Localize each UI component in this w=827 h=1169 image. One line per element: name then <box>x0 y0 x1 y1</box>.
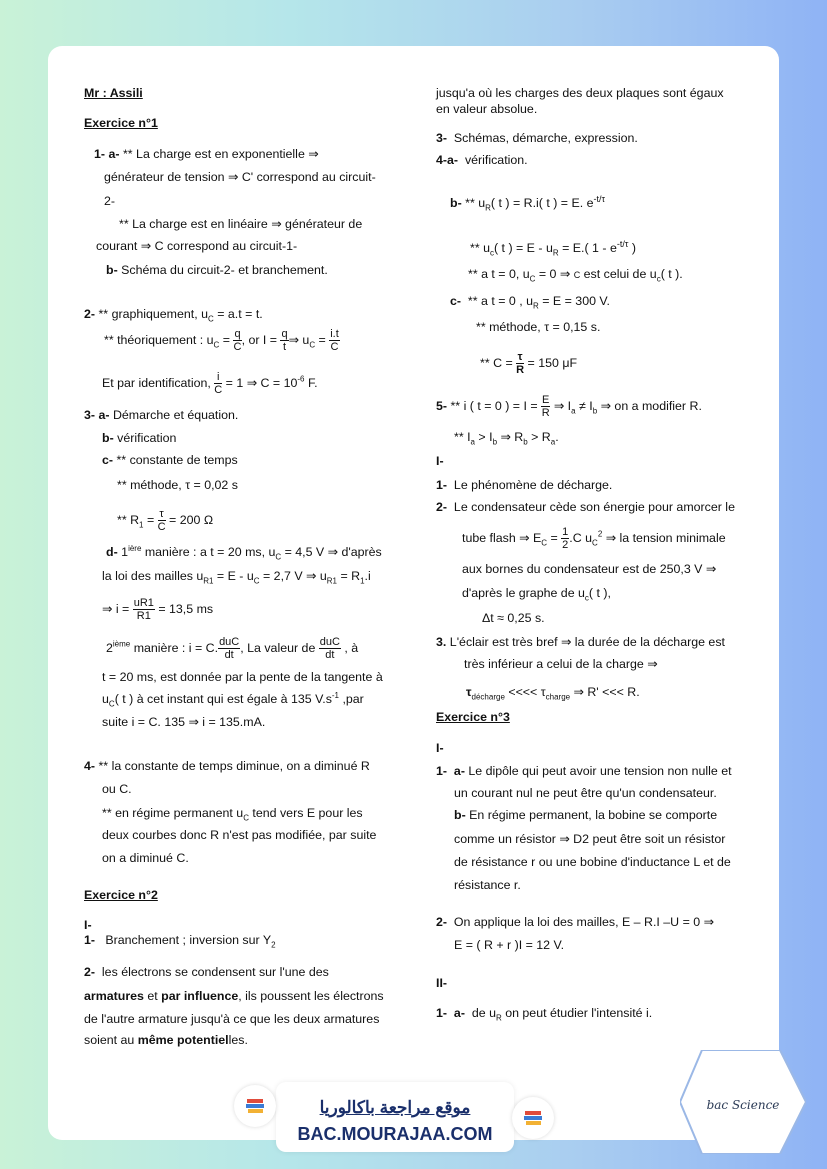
text-line <box>454 428 559 446</box>
q-letter: c- <box>450 294 462 308</box>
text: ** u <box>465 196 486 210</box>
q-number: 2- <box>84 307 96 321</box>
text: 1 <box>121 545 129 559</box>
q-letter: b- <box>106 263 118 277</box>
text: , or I = <box>241 332 281 347</box>
q-number: 2- <box>84 965 96 979</box>
part-label: II- <box>436 976 448 990</box>
subscript: R <box>495 1013 502 1023</box>
q-number: 5- <box>436 398 448 413</box>
text: ** théoriquement : u <box>104 332 214 347</box>
text: ** en régime permanent u <box>102 806 244 820</box>
text-line: t = 20 ms, est donnée par la pente de la tangente à <box>102 670 383 684</box>
text: = <box>143 512 158 527</box>
text: .i <box>364 569 371 583</box>
q-letter: a- <box>98 408 110 422</box>
numerator: E <box>542 394 550 406</box>
subscript: C <box>208 314 214 324</box>
text-line <box>462 584 611 602</box>
q-letter: c- <box>102 453 114 467</box>
text: les. <box>228 1033 248 1047</box>
q-number: 2- <box>436 500 448 514</box>
text: ** I <box>454 430 471 444</box>
subscript: b <box>592 406 598 416</box>
bac-science-logo <box>680 1050 806 1154</box>
text-line: de l'autre armature jusqu'à ce que les deux armatures <box>84 1012 380 1026</box>
q-number: 4- <box>436 153 448 167</box>
text: . <box>555 430 559 444</box>
text: ** C = <box>480 355 517 370</box>
text-line: Le phénomène de décharge. <box>453 478 613 492</box>
part-label: I- <box>84 918 92 932</box>
text: = 13,5 ms <box>154 601 214 616</box>
text: = 4,5 V ⇒ d'après <box>281 545 382 559</box>
exponent: -t/τ <box>616 238 629 249</box>
denominator: dt <box>224 649 234 661</box>
numerator: τ <box>517 351 523 363</box>
text: ( t ). <box>660 267 683 281</box>
text-line: jusqu'a où les charges des deux plaques sont égaux <box>436 86 724 100</box>
q-letter: b- <box>454 808 466 822</box>
fraction <box>319 636 341 661</box>
part-label: I- <box>436 741 444 755</box>
subscript: R <box>552 248 559 258</box>
subscript: C <box>213 340 220 350</box>
exercise-1-title: Exercice n°1 <box>84 116 158 130</box>
text: ≠ I <box>575 398 593 413</box>
text: = <box>547 530 562 545</box>
text: ⇒ R <box>497 430 524 444</box>
text: est celui de u <box>580 267 657 281</box>
text: = <box>315 332 330 347</box>
text: ** a t = 0 , u <box>467 294 534 308</box>
q-number: 1- <box>436 764 448 778</box>
text-line: Démarche et équation. <box>112 408 239 422</box>
bold-text: même potentiel <box>137 1033 229 1047</box>
text-line: ** constante de temps <box>116 453 238 467</box>
text: ** u <box>470 241 490 255</box>
text-line: ** méthode, τ = 0,15 s. <box>476 320 601 334</box>
subscript: charge <box>545 692 571 702</box>
superscript: 2 <box>597 529 603 539</box>
numerator: i <box>214 371 222 384</box>
text: = 2,7 V ⇒ u <box>259 569 327 583</box>
text: ( t ), <box>588 586 611 600</box>
text: tend vers E pour les <box>248 806 363 820</box>
text-line: vérification <box>117 431 177 445</box>
text-line <box>84 987 384 1005</box>
subscript: a <box>550 437 556 447</box>
text-line: un courant nul ne peut être qu'un condensateur. <box>454 786 717 800</box>
fraction <box>158 508 166 533</box>
text-line: L'éclair est très bref ⇒ la durée de la décharge est <box>449 635 725 649</box>
subscript: C <box>243 813 249 823</box>
text-line: résistance r. <box>454 878 521 892</box>
subscript: R <box>485 203 491 213</box>
numerator: uR1 <box>133 597 154 609</box>
superscript: -6 <box>297 374 305 384</box>
exercise-2-title: Exercice n°2 <box>84 888 158 902</box>
numerator: q <box>234 328 241 340</box>
text-line: Schéma du circuit-2- et branchement. <box>121 263 328 277</box>
formula-line <box>450 194 605 212</box>
text: = E = 300 V. <box>538 294 610 308</box>
text-line: en valeur absolue. <box>436 102 538 116</box>
subscript: 1 <box>360 576 365 586</box>
subscript: R <box>533 301 539 311</box>
denominator: t <box>283 341 287 353</box>
subscript: C <box>253 576 260 586</box>
text: <<<< τ <box>504 685 546 699</box>
document-page <box>48 46 779 1140</box>
text: = E - u <box>213 569 254 583</box>
text: ) <box>628 241 636 255</box>
text: C <box>573 270 581 280</box>
denominator: C <box>233 341 242 353</box>
author: Mr : Assili <box>84 86 143 100</box>
text: ** a t = 0, u <box>468 267 530 281</box>
formula-line <box>480 351 577 376</box>
formula-line <box>470 239 636 257</box>
text-line: Le condensateur cède son énergie pour amorcer le <box>453 500 735 514</box>
text: ⇒ u <box>288 332 310 347</box>
subscript: c <box>584 593 589 603</box>
numerator: duC <box>219 636 240 648</box>
text: = 200 Ω <box>165 512 214 527</box>
subscript: C <box>275 552 282 562</box>
text: tube flash ⇒ E <box>462 530 542 545</box>
superscript: ière <box>128 543 142 553</box>
bold-text: par influence <box>161 989 239 1003</box>
text: > I <box>474 430 493 444</box>
text-line: deux courbes donc R n'est pas modifiée, par suite <box>102 828 377 842</box>
text-line <box>450 292 610 310</box>
subscript: c <box>656 274 661 284</box>
subscript: c <box>489 248 494 258</box>
text-line: comme un résistor ⇒ D2 peut être soit un résistor <box>454 832 726 846</box>
text-line: vérification. <box>464 153 528 167</box>
text: , ils poussent les électrons <box>238 989 384 1003</box>
q-letter: b- <box>102 431 114 445</box>
denominator: C <box>157 521 166 533</box>
text-line: Branchement ; inversion sur Y <box>105 933 272 947</box>
text-line: Δt ≈ 0,25 s. <box>482 611 545 625</box>
formula-line <box>436 394 702 419</box>
text: u <box>102 692 109 706</box>
text: ⇒ on a modifier R. <box>597 398 702 413</box>
text: ⇒ la tension minimale <box>602 530 726 545</box>
text: > R <box>527 430 551 444</box>
text: manière : i = C. <box>130 640 219 655</box>
subscript: C <box>309 340 316 350</box>
q-letter: a- <box>453 1006 465 1020</box>
subscript: a <box>571 406 576 416</box>
text: , La valeur de <box>240 640 319 655</box>
exercise-3-title: Exercice n°3 <box>436 710 510 724</box>
text: la loi des mailles u <box>102 569 204 583</box>
text: .C u <box>569 530 593 545</box>
text: manière : a t = 20 ms, u <box>141 545 276 559</box>
subscript: 1 <box>139 520 144 530</box>
text-line: ** La charge est en exponentielle ⇒ <box>122 147 319 161</box>
formula-line <box>106 636 358 661</box>
denominator: 2 <box>562 539 569 551</box>
text-line: 2- <box>104 194 116 208</box>
text: = 0 ⇒ <box>535 267 574 281</box>
q-letter: d- <box>106 545 118 559</box>
text-line <box>106 543 382 561</box>
subscript: b <box>492 437 498 447</box>
numerator: τ <box>159 508 164 520</box>
text: , à <box>340 640 359 655</box>
text: τ <box>466 685 472 699</box>
text-line: suite i = C. 135 ⇒ i = 135.mA. <box>102 715 266 729</box>
text-line: = a.t = t. <box>213 307 263 321</box>
text-line: générateur de tension ⇒ C' correspond au circuit- <box>104 170 376 184</box>
text: soient au <box>84 1033 138 1047</box>
denominator: C <box>330 341 339 353</box>
text: ⇒ i = <box>102 601 133 616</box>
q-number: 1- <box>94 147 106 161</box>
text: et <box>143 989 162 1003</box>
subscript: b <box>523 437 528 447</box>
text-line <box>102 804 363 822</box>
text: ,par <box>339 692 364 706</box>
formula-line <box>102 371 318 396</box>
site-url[interactable]: BAC.MOURAJAA.COM <box>297 1124 493 1144</box>
q-number: 1- <box>436 478 448 492</box>
denominator: R1 <box>136 610 151 622</box>
text: F. <box>304 375 318 390</box>
q-letter: a- <box>108 147 120 161</box>
text-line: ** méthode, τ = 0,02 s <box>117 478 238 492</box>
fraction <box>133 597 155 622</box>
books-logo-icon <box>234 1085 276 1127</box>
q-number: 1- <box>84 933 96 947</box>
fraction <box>280 328 288 353</box>
subscript: a <box>470 437 475 447</box>
text-line <box>102 690 364 708</box>
text: = <box>219 332 234 347</box>
bold-text: armatures <box>84 989 144 1003</box>
formula-line <box>117 508 213 533</box>
text-line: En régime permanent, la bobine se comporte <box>469 808 718 822</box>
site-banner[interactable] <box>276 1082 514 1152</box>
text: = E.( 1 - e <box>558 241 617 255</box>
text-line <box>84 1031 248 1049</box>
denominator: C <box>214 384 223 396</box>
text: = 150 μF <box>524 355 578 370</box>
text-line: Schémas, démarche, expression. <box>453 131 638 145</box>
text-line: courant ⇒ C correspond au circuit-1- <box>96 239 298 253</box>
superscript: ième <box>112 639 131 649</box>
q-number: 4- <box>84 759 96 773</box>
subscript: C <box>108 699 115 709</box>
text: ( t ) = E - u <box>493 241 553 255</box>
books-logo-icon <box>512 1097 554 1139</box>
text-line: E = ( R + r )I = 12 V. <box>454 938 565 952</box>
text-line: ** La charge est en linéaire ⇒ générateur de <box>119 217 363 231</box>
exponent: -t/τ <box>593 193 606 204</box>
text-line: les électrons se condensent sur l'une des <box>101 965 329 979</box>
superscript: -1 <box>331 690 340 700</box>
q-letter: b- <box>450 196 462 210</box>
text-line <box>436 1004 652 1022</box>
numerator: 1 <box>562 526 569 538</box>
text-line: ** la constante de temps diminue, on a diminué R <box>98 759 370 773</box>
text: on peut étudier l'intensité i. <box>501 1006 653 1020</box>
text: ( t ) = R.i( t ) = E. e <box>490 196 594 210</box>
brand-text: bac Science <box>706 1098 780 1112</box>
text-line: Le dipôle qui peut avoir une tension non nulle et <box>468 764 732 778</box>
text-line: On applique la loi des mailles, E – R.I –U = 0 ⇒ <box>453 915 714 929</box>
fraction <box>218 636 240 661</box>
subscript: R1 <box>203 576 214 586</box>
text-line: ou C. <box>102 782 132 796</box>
fraction <box>516 351 524 376</box>
text-line: aux bornes du condensateur est de 250,3 V ⇒ <box>462 562 717 576</box>
text: ⇒ R' <<< R. <box>570 685 640 699</box>
text-line: ** graphiquement, u <box>98 307 209 321</box>
subscript: C <box>541 538 548 548</box>
numerator: i.t <box>330 328 339 340</box>
text: 2 <box>106 640 113 655</box>
text-line <box>466 683 640 701</box>
denominator: dt <box>325 649 335 661</box>
text: ( t ) à cet instant qui est égale à 135 V.s <box>114 692 332 706</box>
subscript: R1 <box>326 576 338 586</box>
q-number: 2- <box>436 915 448 929</box>
text-line: très inférieur a celui de la charge ⇒ <box>464 657 658 671</box>
subscript: décharge <box>471 692 505 702</box>
q-number: 3- <box>436 131 448 145</box>
formula-line <box>462 526 726 551</box>
part-label: I- <box>436 454 444 468</box>
subscript: C <box>529 274 536 284</box>
text: Et par identification, <box>102 375 215 390</box>
subscript: C <box>592 538 598 548</box>
q-number: 3. <box>436 635 447 649</box>
text: ⇒ I <box>550 398 572 413</box>
q-letter: a- <box>453 764 465 778</box>
text-line <box>468 265 683 284</box>
text-line: on a diminué C. <box>102 851 189 865</box>
text: = 1 ⇒ C = 10 <box>222 375 298 390</box>
numerator: q <box>281 328 288 340</box>
text: d'après le graphe de u <box>462 586 585 600</box>
q-letter: a- <box>447 153 459 167</box>
text-line <box>102 567 371 585</box>
denominator: R <box>541 407 550 419</box>
denominator: R <box>516 364 525 376</box>
text: = R <box>337 569 361 583</box>
text-line: de résistance r ou une bobine d'inductance L et de <box>454 855 731 869</box>
fraction <box>541 394 550 419</box>
subscript: 2 <box>271 940 276 950</box>
formula-line <box>102 597 213 622</box>
q-number: 3- <box>84 408 96 422</box>
fraction <box>329 328 340 353</box>
formula-line <box>104 328 340 353</box>
numerator: duC <box>319 636 340 648</box>
text: de u <box>471 1006 496 1020</box>
site-name-arabic[interactable]: موقع مراجعة باكالوريا <box>319 1098 471 1117</box>
text: ** i ( t = 0 ) = I = <box>450 398 542 413</box>
text: ** R <box>117 512 140 527</box>
q-number: 1- <box>436 1006 448 1020</box>
fraction <box>233 328 241 353</box>
